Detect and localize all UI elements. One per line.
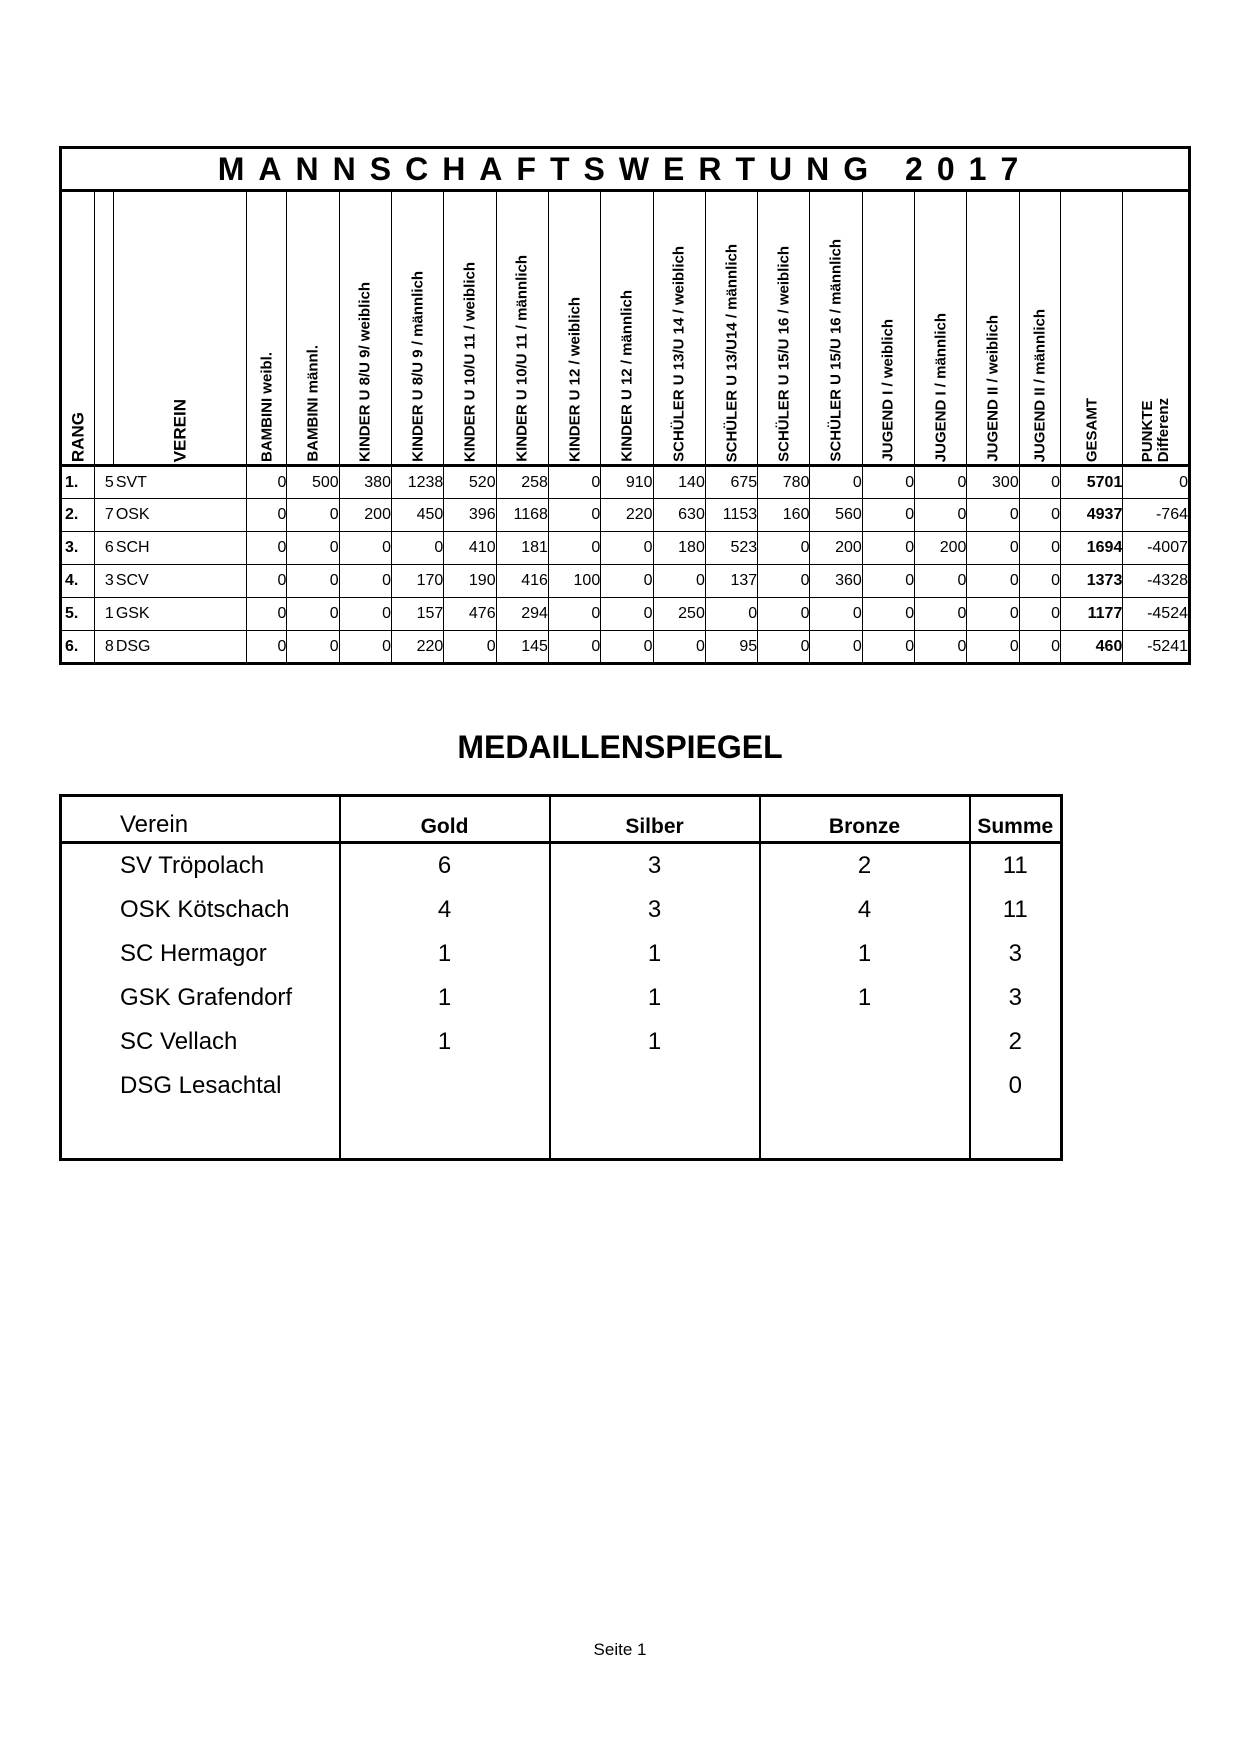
header-category: BAMBINI männl.: [287, 191, 339, 466]
points-cell: 0: [287, 532, 339, 565]
points-cell: 181: [496, 532, 548, 565]
points-cell: 0: [915, 598, 967, 631]
header-category: KINDER U 12 / weiblich: [548, 191, 600, 466]
points-cell: 0: [247, 565, 287, 598]
points-cell: 180: [653, 532, 705, 565]
points-cell: 0: [247, 598, 287, 631]
points-cell: 0: [287, 499, 339, 532]
points-cell: 0: [862, 631, 914, 664]
bronze-cell: 2: [760, 843, 970, 889]
points-cell: 0: [548, 499, 600, 532]
difference-cell: -4524: [1123, 598, 1190, 631]
points-cell: 0: [810, 598, 862, 631]
points-cell: 910: [601, 466, 653, 499]
points-cell: 0: [247, 532, 287, 565]
points-cell: 396: [444, 499, 496, 532]
points-cell: 0: [862, 598, 914, 631]
total-cell: 1373: [1060, 565, 1122, 598]
bronze-cell: 1: [760, 932, 970, 976]
header-silber: Silber: [550, 796, 760, 843]
header-category: KINDER U 10/U 11 / weiblich: [444, 191, 496, 466]
bronze-cell: [760, 1020, 970, 1064]
points-cell: 0: [548, 631, 600, 664]
header-category: KINDER U 8/U 9/ weiblich: [339, 191, 391, 466]
points-cell: 0: [444, 631, 496, 664]
medal-table-title: MEDAILLENSPIEGEL: [457, 729, 783, 765]
silver-cell: 1: [550, 932, 760, 976]
header-category: SCHÜLER U 15/U 16 / männlich: [810, 191, 862, 466]
club-number-cell: 6: [95, 532, 114, 565]
club-number-cell: 5: [95, 466, 114, 499]
points-cell: 294: [496, 598, 548, 631]
points-cell: 0: [758, 631, 810, 664]
points-cell: 95: [705, 631, 757, 664]
points-cell: 0: [967, 598, 1019, 631]
points-cell: 0: [862, 466, 914, 499]
table-row: [61, 532, 1190, 565]
sum-cell: 3: [970, 976, 1062, 1020]
club-name-cell: SV Tröpolach: [120, 852, 265, 879]
points-cell: 0: [1019, 565, 1060, 598]
points-cell: 0: [653, 565, 705, 598]
points-cell: 450: [391, 499, 443, 532]
points-cell: 500: [287, 466, 339, 499]
club-number-cell: 7: [95, 499, 114, 532]
header-category: SCHÜLER U 13/U 14 / weiblich: [653, 191, 705, 466]
club-number-cell: 3: [95, 565, 114, 598]
club-cell: SCH: [114, 532, 247, 565]
header-verein: Verein: [61, 796, 340, 843]
points-cell: 0: [915, 565, 967, 598]
total-cell: 1177: [1060, 598, 1122, 631]
table-row: [61, 631, 1190, 664]
table-row: [61, 888, 1062, 932]
header-punkte-differenz: PUNKTE Differenz: [1123, 191, 1190, 466]
total-cell: 1694: [1060, 532, 1122, 565]
points-cell: 0: [1019, 532, 1060, 565]
points-cell: 0: [862, 565, 914, 598]
gold-cell: 4: [340, 888, 550, 932]
points-cell: 416: [496, 565, 548, 598]
header-category: JUGEND II / männlich: [1019, 191, 1060, 466]
points-cell: 100: [548, 565, 600, 598]
points-cell: 0: [601, 598, 653, 631]
points-cell: 0: [862, 499, 914, 532]
points-cell: 1238: [391, 466, 443, 499]
header-bronze: Bronze: [760, 796, 970, 843]
difference-cell: -764: [1123, 499, 1190, 532]
club-cell: SVT: [114, 466, 247, 499]
silver-cell: 3: [550, 843, 760, 889]
header-category: SCHÜLER U 15/U 16 / weiblich: [758, 191, 810, 466]
points-cell: 780: [758, 466, 810, 499]
points-cell: 0: [705, 598, 757, 631]
table-row: [61, 598, 1190, 631]
points-cell: 200: [810, 532, 862, 565]
points-cell: 0: [810, 631, 862, 664]
header-category: KINDER U 8/U 9 / männlich: [391, 191, 443, 466]
points-cell: 0: [391, 532, 443, 565]
sum-cell: 2: [970, 1020, 1062, 1064]
club-name-cell: DSG Lesachtal: [120, 1072, 282, 1099]
rang-cell: 6.: [61, 631, 95, 664]
points-cell: 0: [601, 631, 653, 664]
points-cell: 0: [967, 565, 1019, 598]
points-cell: 0: [862, 532, 914, 565]
table-row: [61, 466, 1190, 499]
header-summe: Summe: [970, 796, 1062, 843]
club-cell: SCV: [114, 565, 247, 598]
header-gesamt: GESAMT: [1060, 191, 1122, 466]
rang-cell: 2.: [61, 499, 95, 532]
rang-cell: 3.: [61, 532, 95, 565]
points-cell: 1153: [705, 499, 757, 532]
difference-cell: -4328: [1123, 565, 1190, 598]
page-number: Seite 1: [593, 1640, 647, 1659]
gold-cell: 6: [340, 843, 550, 889]
table-row: [61, 1064, 1062, 1108]
table-row: [61, 976, 1062, 1020]
points-cell: 410: [444, 532, 496, 565]
points-cell: 137: [705, 565, 757, 598]
points-cell: 0: [967, 532, 1019, 565]
points-cell: 0: [967, 631, 1019, 664]
points-cell: 140: [653, 466, 705, 499]
points-cell: 0: [339, 532, 391, 565]
header-gold: Gold: [340, 796, 550, 843]
points-cell: 0: [247, 466, 287, 499]
points-cell: 0: [339, 565, 391, 598]
points-cell: 0: [915, 466, 967, 499]
total-cell: 4937: [1060, 499, 1122, 532]
rang-cell: 4.: [61, 565, 95, 598]
club-name-cell: SC Vellach: [120, 1028, 238, 1055]
table-row: [61, 843, 1062, 889]
points-cell: 0: [247, 499, 287, 532]
gold-cell: 1: [340, 976, 550, 1020]
points-cell: 0: [601, 532, 653, 565]
points-cell: 0: [287, 565, 339, 598]
sum-cell: 3: [970, 932, 1062, 976]
header-category: KINDER U 12 / männlich: [601, 191, 653, 466]
points-cell: 0: [967, 499, 1019, 532]
points-cell: 200: [339, 499, 391, 532]
team-ranking-table: [59, 146, 1191, 665]
points-cell: 0: [247, 631, 287, 664]
header-category: SCHÜLER U 13/U14 / männlich: [705, 191, 757, 466]
gold-cell: 1: [340, 1020, 550, 1064]
bronze-cell: [760, 1064, 970, 1108]
medal-table: [59, 794, 1063, 1161]
points-cell: 0: [758, 565, 810, 598]
club-cell: OSK: [114, 499, 247, 532]
points-cell: 0: [915, 499, 967, 532]
bronze-cell: 4: [760, 888, 970, 932]
team-ranking-title: MANNSCHAFTSWERTUNG 2017: [61, 148, 1190, 191]
points-cell: 0: [758, 532, 810, 565]
points-cell: 145: [496, 631, 548, 664]
difference-cell: -5241: [1123, 631, 1190, 664]
header-category: KINDER U 10/U 11 / männlich: [496, 191, 548, 466]
points-cell: 476: [444, 598, 496, 631]
difference-cell: 0: [1123, 466, 1190, 499]
bronze-cell: 1: [760, 976, 970, 1020]
points-cell: 220: [391, 631, 443, 664]
points-cell: 523: [705, 532, 757, 565]
points-cell: 250: [653, 598, 705, 631]
header-category: JUGEND I / weiblich: [862, 191, 914, 466]
header-category: JUGEND I / männlich: [915, 191, 967, 466]
club-name-cell: OSK Kötschach: [120, 896, 290, 923]
silver-cell: [550, 1064, 760, 1108]
points-cell: 520: [444, 466, 496, 499]
points-cell: 560: [810, 499, 862, 532]
points-cell: 220: [601, 499, 653, 532]
points-cell: 200: [915, 532, 967, 565]
points-cell: 0: [339, 631, 391, 664]
silver-cell: 3: [550, 888, 760, 932]
silver-cell: 1: [550, 1020, 760, 1064]
points-cell: 0: [339, 598, 391, 631]
total-cell: 460: [1060, 631, 1122, 664]
gold-cell: [340, 1064, 550, 1108]
club-name-cell: GSK Grafendorf: [120, 984, 293, 1011]
table-row: [61, 932, 1062, 976]
table-row: [61, 1020, 1062, 1064]
points-cell: 258: [496, 466, 548, 499]
points-cell: 0: [601, 565, 653, 598]
table-row: [61, 499, 1190, 532]
club-number-cell: 1: [95, 598, 114, 631]
rang-cell: 5.: [61, 598, 95, 631]
points-cell: 380: [339, 466, 391, 499]
filler-row: [61, 1108, 1062, 1160]
club-cell: GSK: [114, 598, 247, 631]
points-cell: 190: [444, 565, 496, 598]
points-cell: 0: [287, 598, 339, 631]
sum-cell: 11: [970, 843, 1062, 889]
header-category: BAMBINI weibl.: [247, 191, 287, 466]
header-verein: VEREIN: [114, 191, 247, 466]
points-cell: 300: [967, 466, 1019, 499]
points-cell: 0: [548, 598, 600, 631]
header-category: JUGEND II / weiblich: [967, 191, 1019, 466]
points-cell: 1168: [496, 499, 548, 532]
points-cell: 0: [810, 466, 862, 499]
points-cell: 0: [1019, 466, 1060, 499]
points-cell: 0: [758, 598, 810, 631]
points-cell: 0: [1019, 499, 1060, 532]
points-cell: 675: [705, 466, 757, 499]
points-cell: 0: [653, 631, 705, 664]
gold-cell: 1: [340, 932, 550, 976]
points-cell: 360: [810, 565, 862, 598]
club-cell: DSG: [114, 631, 247, 664]
rang-cell: 1.: [61, 466, 95, 499]
points-cell: 0: [1019, 631, 1060, 664]
points-cell: 0: [915, 631, 967, 664]
table-row: [61, 565, 1190, 598]
silver-cell: 1: [550, 976, 760, 1020]
points-cell: 170: [391, 565, 443, 598]
sum-cell: 0: [970, 1064, 1062, 1108]
points-cell: 157: [391, 598, 443, 631]
difference-cell: -4007: [1123, 532, 1190, 565]
points-cell: 0: [548, 532, 600, 565]
points-cell: 0: [287, 631, 339, 664]
total-cell: 5701: [1060, 466, 1122, 499]
header-nr: [95, 191, 114, 466]
points-cell: 630: [653, 499, 705, 532]
sum-cell: 11: [970, 888, 1062, 932]
club-name-cell: SC Hermagor: [120, 940, 267, 967]
club-number-cell: 8: [95, 631, 114, 664]
points-cell: 0: [548, 466, 600, 499]
points-cell: 160: [758, 499, 810, 532]
points-cell: 0: [1019, 598, 1060, 631]
header-rang: RANG: [61, 191, 95, 466]
